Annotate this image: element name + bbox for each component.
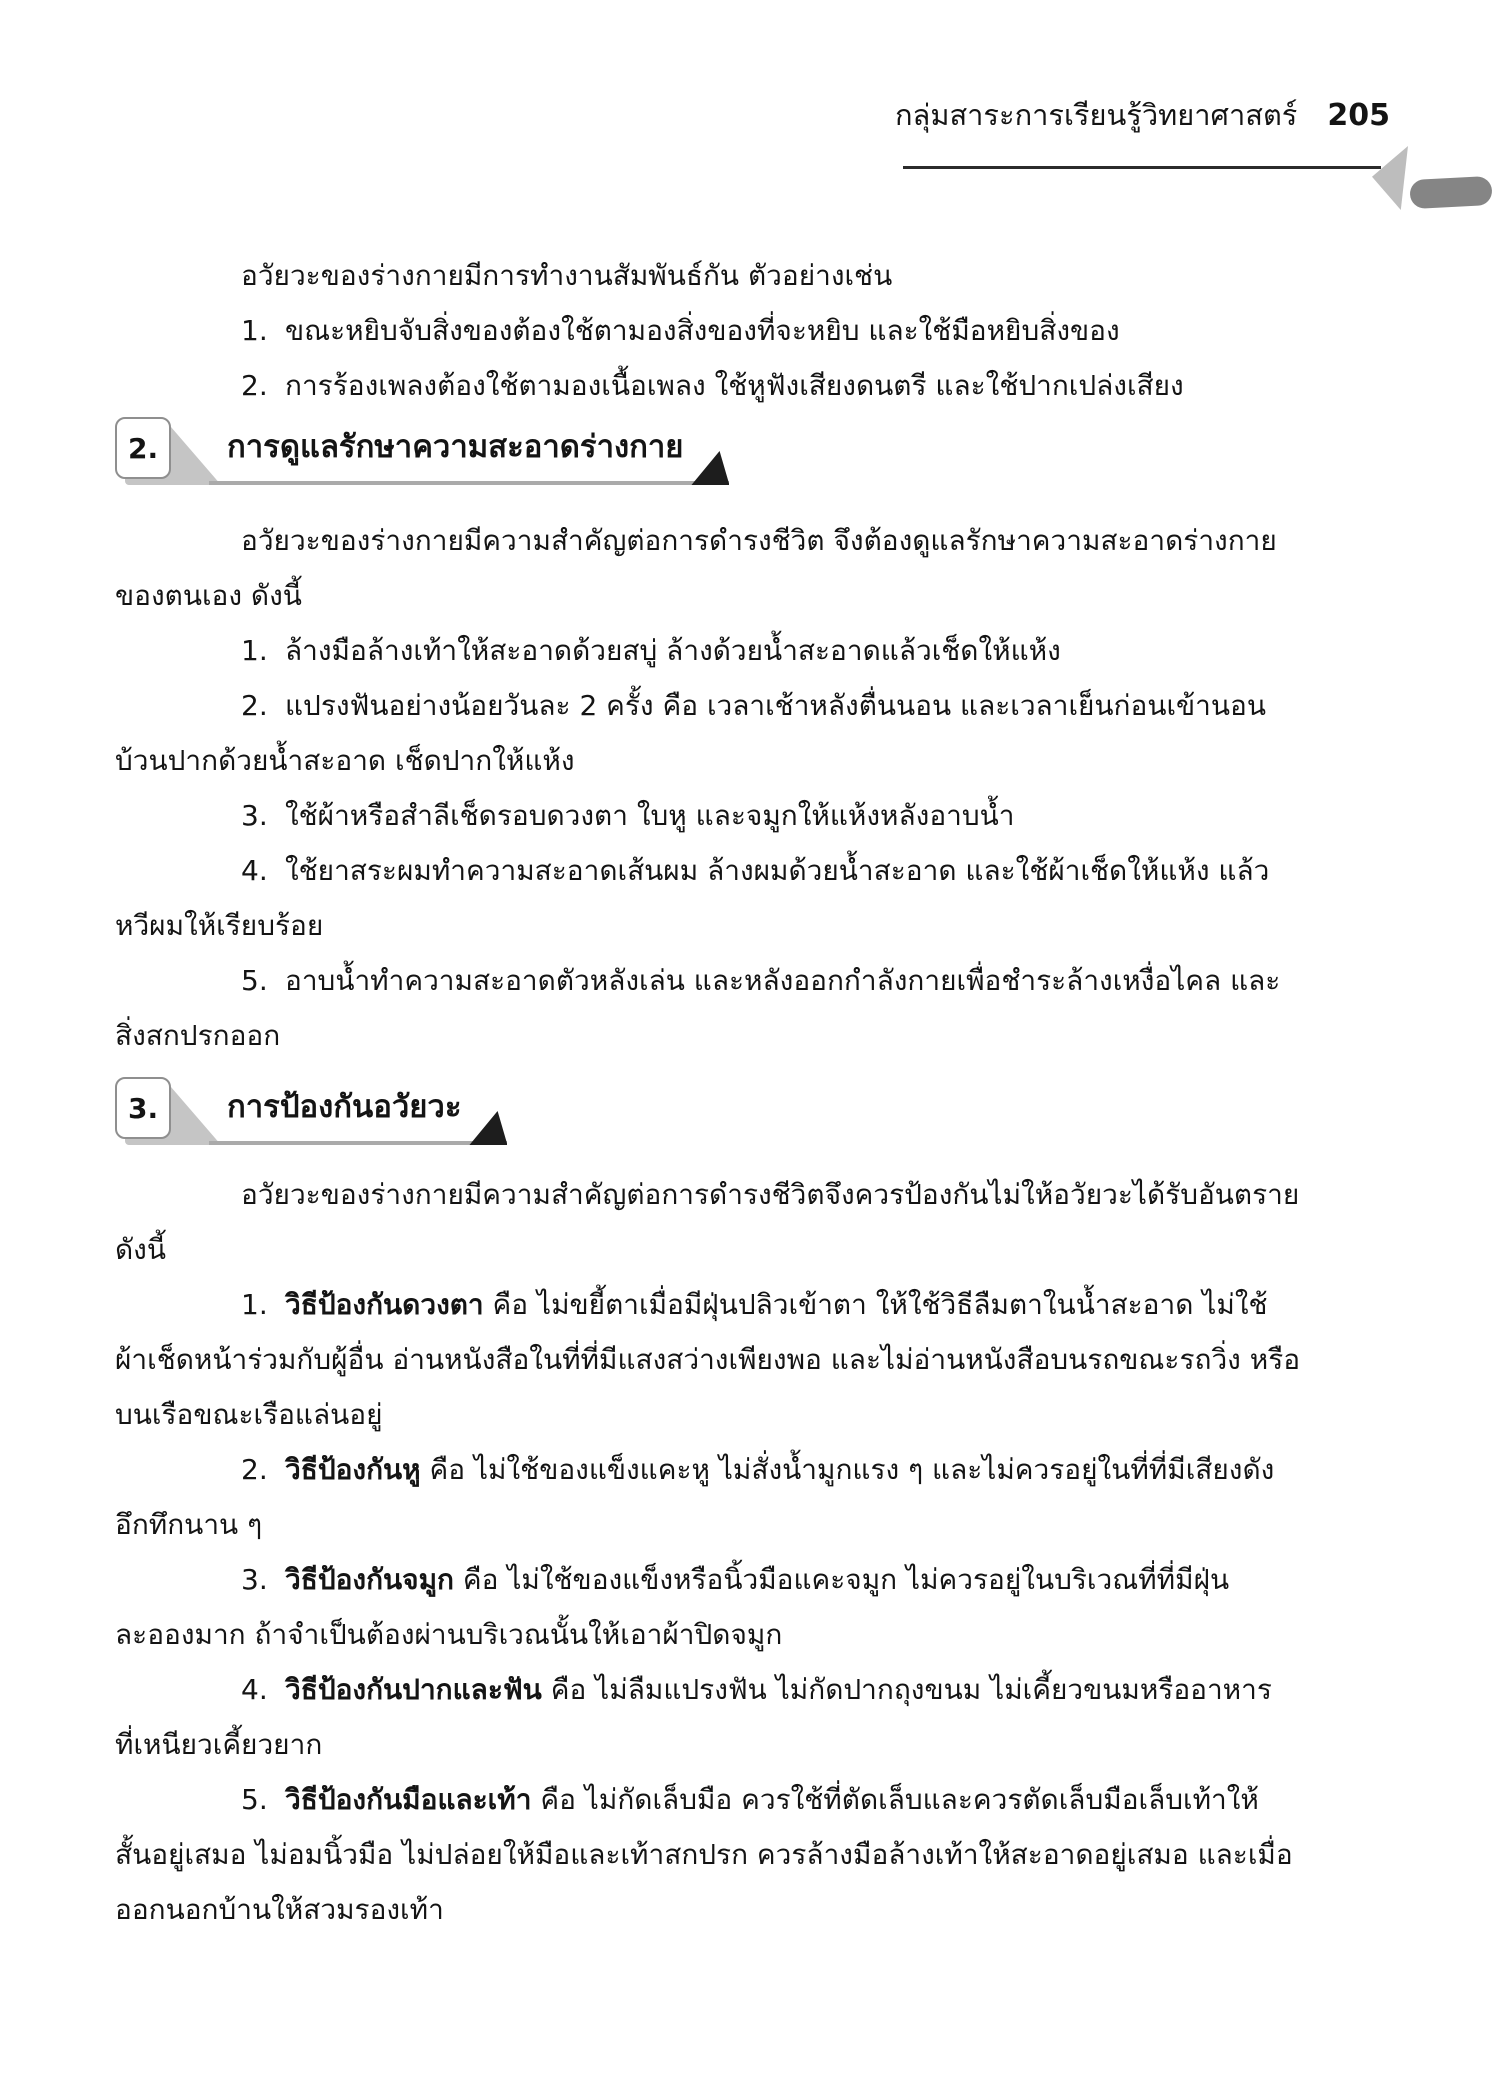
section-number: 3. [128,1091,159,1125]
bold-lead-phrase: วิธีป้องกันหู [285,1453,421,1486]
text-line [115,623,1446,678]
list-number: 3. [241,799,268,832]
text-line [115,1827,1446,1882]
list-number: 1. [241,314,268,347]
list-number: 1. [241,634,268,667]
text-line [115,1442,1446,1497]
line-text: อวัยวะของร่างกายมีความสำคัญต่อการดำรงชีวิต จึงต้องดูแลรักษาความสะอาดร่างกาย [241,524,1277,557]
line-text: การร้องเพลงต้องใช้ตามองเนื้อเพลง ใช้หูฟังเสียงดนตรี และใช้ปากเปล่งเสียง [285,369,1184,402]
line-text: สิ่งสกปรกออก [115,1019,281,1052]
text-line [115,678,1446,733]
line-text: คือ ไม่ใช้ของแข็งหรือนิ้วมือแคะจมูก ไม่ควรอยู่ในบริเวณที่ที่มีฝุ่น [453,1563,1230,1596]
list-number: 2. [241,369,268,402]
section-number-box [115,1077,171,1139]
text-line [115,1882,1446,1937]
line-text: ของตนเอง ดังนี้ [115,579,302,612]
flag-triangle-icon [691,451,729,485]
section-title-wrap [209,417,729,485]
line-text: คือ ไม่ใช้ของแข็งแคะหู ไม่สั่งน้ำมูกแรง ๆ และไม่ควรอยู่ในที่ที่มีเสียงดัง [420,1453,1275,1486]
text-line [115,1008,1446,1063]
text-line [115,733,1446,788]
section-number: 2. [128,431,159,465]
list-number: 2. [241,689,268,722]
line-text: ที่เหนียวเคี้ยวยาก [115,1728,323,1761]
text-line [115,1222,1446,1277]
text-line [115,1497,1446,1552]
line-text: คือ ไม่กัดเล็บมือ ควรใช้ที่ตัดเล็บและควรตัดเล็บมือเล็บเท้าให้ [531,1783,1259,1816]
list-number: 4. [241,854,268,887]
bold-lead-phrase: วิธีป้องกันจมูก [285,1563,454,1596]
list-number: 2. [241,1453,268,1486]
section-title: การป้องกันอวัยวะ [227,1089,462,1125]
list-number: 5. [241,964,268,997]
running-head [895,92,1390,138]
line-text: อวัยวะของร่างกายมีความสำคัญต่อการดำรงชีวิตจึงควรป้องกันไม่ให้อวัยวะได้รับอันตราย [241,1178,1300,1211]
text-line [115,303,1446,358]
text-line [115,843,1446,898]
section-number-wrap [115,417,217,485]
text-line [115,568,1446,623]
line-text: หวีผมให้เรียบร้อย [115,909,324,942]
text-line [115,1167,1446,1222]
intro-block [115,248,1446,413]
section-title: การดูแลรักษาความสะอาดร่างกาย [227,429,684,465]
text-line [115,1332,1446,1387]
list-number: 5. [241,1783,268,1816]
line-text: ขณะหยิบจับสิ่งของต้องใช้ตามองสิ่งของที่จะหยิบ และใช้มือหยิบสิ่งของ [285,314,1120,347]
text-line [115,1662,1446,1717]
running-head-title: กลุ่มสาระการเรียนรู้วิทยาศาสตร์ [895,98,1298,132]
line-text: อึกทึกนาน ๆ [115,1508,263,1541]
text-line [115,953,1446,1008]
line-text: ใช้ยาสระผมทำความสะอาดเส้นผม ล้างผมด้วยน้ำสะอาด และใช้ผ้าเช็ดให้แห้ง แล้ว [285,854,1270,887]
line-text: ละอองมาก ถ้าจำเป็นต้องผ่านบริเวณนั้นให้เอาผ้าปิดจมูก [115,1618,783,1651]
line-text: ออกนอกบ้านให้สวมรองเท้า [115,1893,444,1926]
text-line [115,1277,1446,1332]
line-text: คือ ไม่ขยี้ตาเมื่อมีฝุ่นปลิวเข้าตา ให้ใช้วิธีลืมตาในน้ำสะอาด ไม่ใช้ [483,1288,1268,1321]
pen-arrow-icon [1372,146,1408,210]
line-text: อาบน้ำทำความสะอาดตัวหลังเล่น และหลังออกกำลังกายเพื่อชำระล้างเหงื่อไคล และ [285,964,1281,997]
text-line [115,1772,1446,1827]
line-text: คือ ไม่ลืมแปรงฟัน ไม่กัดปากถุงขนม ไม่เคี้ยวขนมหรืออาหาร [541,1673,1272,1706]
line-text: ใช้ผ้าหรือสำลีเช็ดรอบดวงตา ใบหู และจมูกให้แห้งหลังอาบน้ำ [285,799,1015,832]
text-line [115,788,1446,843]
text-line [115,1607,1446,1662]
text-line [115,248,1446,303]
line-text: ดังนี้ [115,1233,166,1266]
flag-triangle-icon [469,1111,507,1145]
line-text: ล้างมือล้างเท้าให้สะอาดด้วยสบู่ ล้างด้วยน้ำสะอาดแล้วเช็ดให้แห้ง [285,634,1061,667]
section-2-body [115,513,1446,1063]
list-number: 4. [241,1673,268,1706]
text-line [115,358,1446,413]
line-text: สั้นอยู่เสมอ ไม่อมนิ้วมือ ไม่ปล่อยให้มือและเท้าสกปรก ควรล้างมือล้างเท้าให้สะอาดอยู่เสมอ และเมื่อ [115,1838,1293,1871]
section-title-wrap [209,1077,507,1145]
line-text: บ้วนปากด้วยน้ำสะอาด เช็ดปากให้แห้ง [115,744,575,777]
pen-body-icon [1409,176,1492,209]
page-content [115,248,1446,1937]
section-3-body [115,1167,1446,1937]
section-number-wrap [115,1077,217,1145]
text-line [115,1717,1446,1772]
line-text: แปรงฟันอย่างน้อยวันละ 2 ครั้ง คือ เวลาเช้าหลังตื่นนอน และเวลาเย็นก่อนเข้านอน [285,689,1266,722]
header-rule [903,166,1381,169]
section-header-2 [115,417,1446,485]
line-text: ผ้าเช็ดหน้าร่วมกับผู้อื่น อ่านหนังสือในที่ที่มีแสงสว่างเพียงพอ และไม่อ่านหนังสือบนรถขณะรถวิ่ง หรือ [115,1343,1301,1376]
text-line [115,1387,1446,1442]
list-number: 1. [241,1288,268,1321]
list-number: 3. [241,1563,268,1596]
text-line [115,1552,1446,1607]
line-text: อวัยวะของร่างกายมีการทำงานสัมพันธ์กัน ตัวอย่างเช่น [241,259,893,292]
section-header-3 [115,1077,1446,1145]
bold-lead-phrase: วิธีป้องกันดวงตา [285,1288,484,1321]
page-number: 205 [1327,98,1390,133]
line-text: บนเรือขณะเรือแล่นอยู่ [115,1398,383,1431]
bold-lead-phrase: วิธีป้องกันมือและเท้า [285,1783,532,1816]
section-number-box [115,417,171,479]
text-line [115,898,1446,953]
text-line [115,513,1446,568]
bold-lead-phrase: วิธีป้องกันปากและฟัน [285,1673,542,1706]
